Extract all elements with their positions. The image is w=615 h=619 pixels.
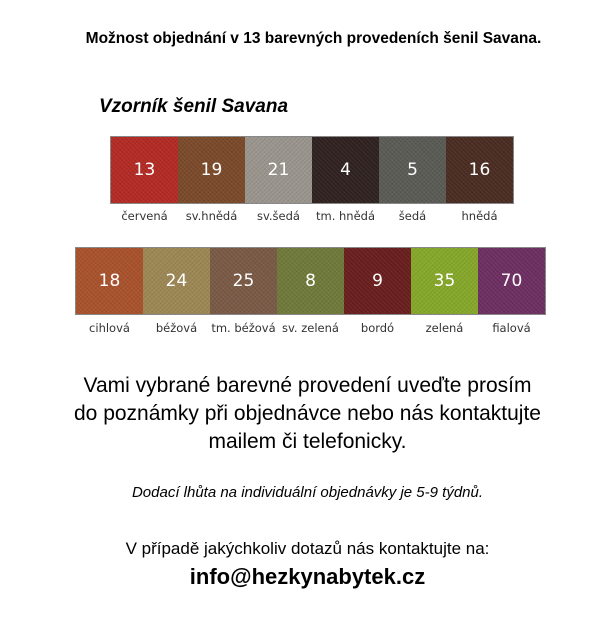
email-link[interactable]: info@hezkynabytek.cz bbox=[189, 564, 426, 589]
swatch-label: cihlová bbox=[89, 321, 130, 335]
swatch-19: 19 bbox=[178, 137, 245, 203]
contact-prompt: V případě jakýchkoliv dotazů nás kontaktujte na: bbox=[125, 539, 490, 558]
swatch-label: béžová bbox=[155, 321, 198, 335]
swatch-labels-2 bbox=[76, 321, 545, 335]
swatch-18: 18 bbox=[76, 248, 143, 314]
sampler-title: Vzorník šenil Savana bbox=[99, 96, 289, 117]
swatch-5: 5 bbox=[379, 137, 446, 203]
instruction-line: Vami vybrané barevné provedení uveďte prosím bbox=[83, 374, 532, 397]
swatch-35: 35 bbox=[411, 248, 478, 314]
swatch-25: 25 bbox=[210, 248, 277, 314]
swatch-row-1 bbox=[110, 136, 514, 204]
swatch-row-2 bbox=[75, 247, 546, 315]
heading: Možnost objednání v 13 barevných provedeních šenil Savana. bbox=[85, 30, 542, 47]
swatch-label: fialová bbox=[492, 321, 531, 335]
swatch-label: červená bbox=[121, 209, 168, 223]
swatch-21: 21 bbox=[245, 137, 312, 203]
instruction-line: mailem či telefonicky. bbox=[208, 430, 407, 453]
swatch-label: sv.šedá bbox=[257, 209, 300, 223]
swatch-label: sv.hnědá bbox=[185, 209, 238, 223]
swatch-label: zelená bbox=[425, 321, 464, 335]
swatch-8: 8 bbox=[277, 248, 344, 314]
swatch-13: 13 bbox=[111, 137, 178, 203]
instruction-text bbox=[0, 372, 615, 456]
swatch-label: šedá bbox=[398, 209, 427, 223]
swatch-9: 9 bbox=[344, 248, 411, 314]
swatch-label: sv. zelená bbox=[282, 321, 339, 335]
swatch-4: 4 bbox=[312, 137, 379, 203]
swatch-label: hnědá bbox=[461, 209, 498, 223]
instruction-line: do poznámky při objednávce nebo nás kontaktujte bbox=[74, 402, 541, 425]
swatch-label: tm. béžová bbox=[211, 321, 276, 335]
swatch-16: 16 bbox=[446, 137, 513, 203]
swatch-24: 24 bbox=[143, 248, 210, 314]
delivery-note: Dodací lhůta na individuální objednávky je 5-9 týdnů. bbox=[131, 484, 484, 501]
swatch-labels-1 bbox=[111, 209, 513, 223]
swatch-label: tm. hnědá bbox=[315, 209, 376, 223]
swatch-70: 70 bbox=[478, 248, 545, 314]
swatch-label: bordó bbox=[360, 321, 395, 335]
